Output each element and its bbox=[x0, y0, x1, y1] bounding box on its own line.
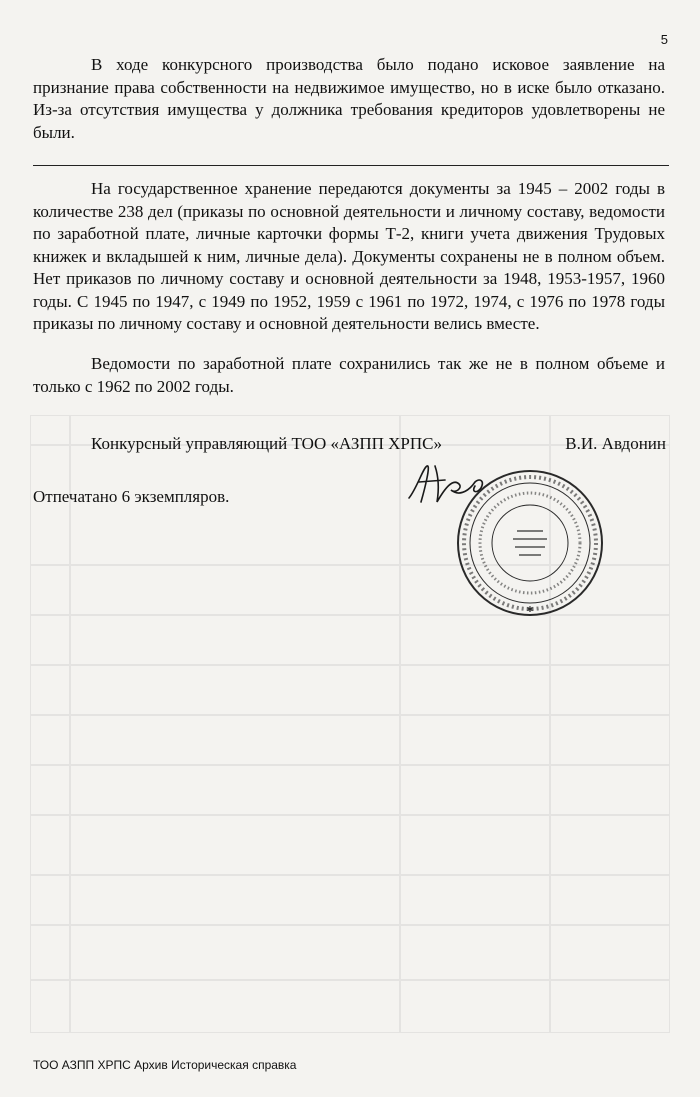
page-footer: ТОО АЗПП ХРПС Архив Историческая справка bbox=[33, 1058, 297, 1072]
signatory-name: В.И. Авдонин bbox=[565, 434, 666, 453]
official-seal-stamp bbox=[455, 468, 605, 618]
svg-text:✱: ✱ bbox=[526, 605, 534, 614]
paragraph-bankruptcy-proceedings: В ходе конкурсного производства было подано исковое заявление на признание права собственности на недвижимое имущество, но в иске было отказано. Из-за отсутствия имущества у должника требования кредиторов удовлетворены не были. bbox=[33, 55, 665, 142]
section-divider bbox=[33, 165, 669, 166]
paragraph-archive-transfer: На государственное хранение передаются документы за 1945 – 2002 годы в количестве 238 дел (приказы по основной деятельности и личному составу, ведомости по заработной плате, личные карточки формы Т-2, книги учета движения Трудовых книжек и вкладышей к ним, личные дела). Документы сохранены не в полном объем. Нет приказов по личному составу и основной деятельности за 1948, 1953-1957, 1960 годы. С 1945 по 1947, с 1949 по 1952, 1959 с 1961 по 1972, 1974, с 1976 по 1978 годы приказы по личному составу и основной деятельности велись вместе. bbox=[33, 179, 665, 333]
signatory-title: Конкурсный управляющий ТОО «АЗПП ХРПС» bbox=[91, 434, 442, 453]
copies-note: Отпечатано 6 экземпляров. bbox=[33, 487, 230, 506]
page-number: 5 bbox=[660, 32, 668, 47]
paragraph-payroll-records: Ведомости по заработной плате сохранились так же не в полном объеме и только с 1962 по 2002 годы. bbox=[33, 354, 665, 396]
